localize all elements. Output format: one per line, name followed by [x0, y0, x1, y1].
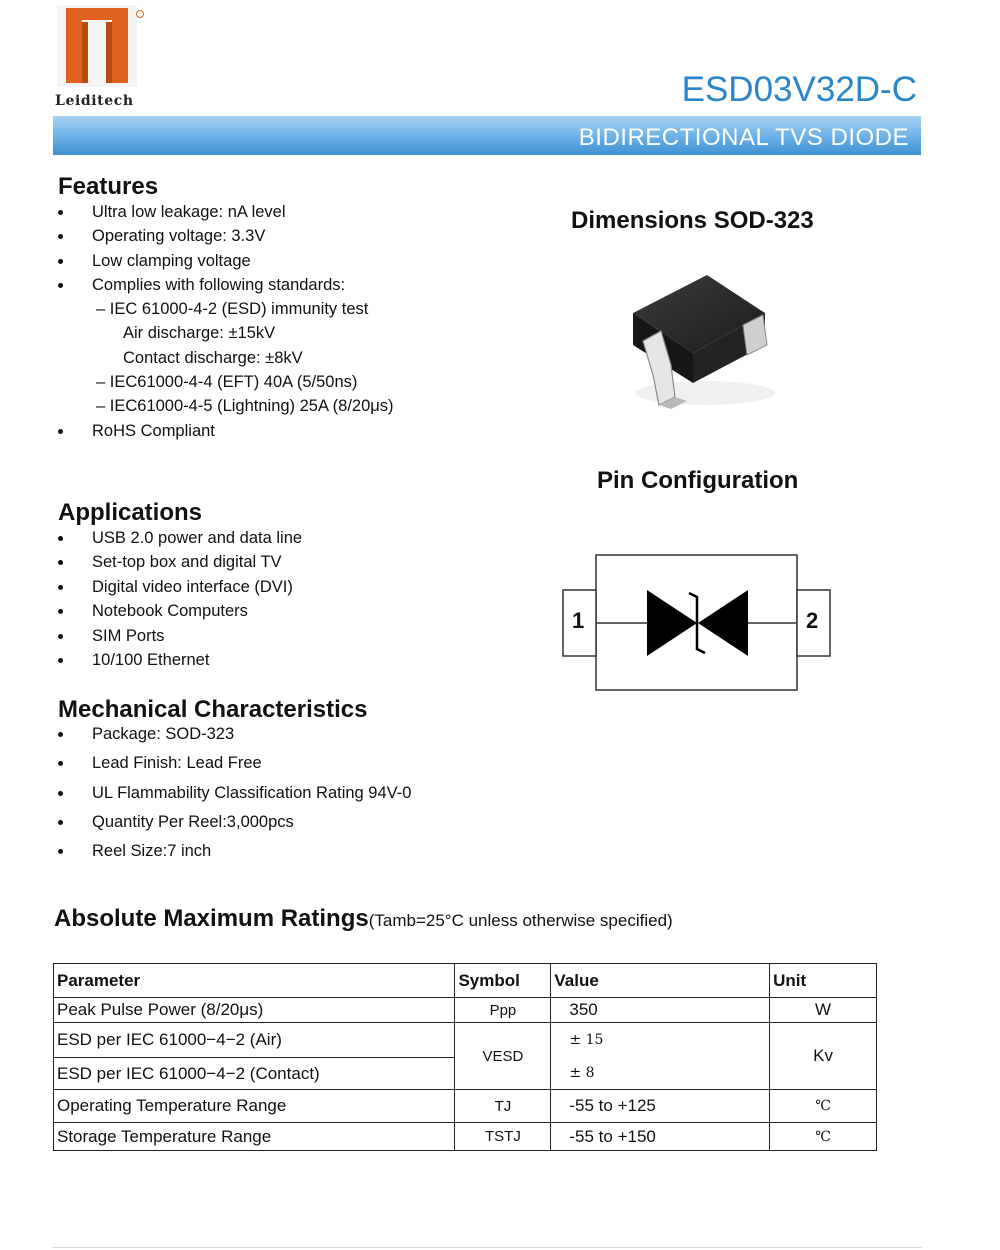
ratings-title: Absolute Maximum Ratings: [54, 905, 369, 932]
list-item: Low clamping voltage: [58, 249, 394, 273]
list-item: Notebook Computers: [58, 599, 302, 623]
list-item: Ultra low leakage: nA level: [58, 200, 394, 224]
table-row: [54, 1123, 877, 1151]
symbol-cell: TJ: [455, 1090, 551, 1123]
param-cell: Storage Temperature Range: [54, 1123, 455, 1151]
pin-config-heading: Pin Configuration: [597, 467, 799, 494]
footer-divider: [52, 1247, 922, 1248]
bidirectional-tvs-diode-icon: [560, 553, 835, 695]
list-item: USB 2.0 power and data line: [58, 526, 302, 550]
dimensions-heading: Dimensions SOD-323: [571, 207, 814, 234]
header-unit: Unit: [770, 964, 877, 998]
param-cell: ESD per IEC 61000−4−2 (Contact): [54, 1058, 455, 1090]
ratings-heading: [54, 905, 673, 933]
list-subitem: – IEC61000-4-5 (Lightning) 25A (8/20μs): [96, 397, 394, 416]
unit-cell: W: [770, 998, 877, 1023]
param-cell: ESD per IEC 61000−4−2 (Air): [54, 1023, 455, 1058]
list-subitem: Contact discharge: ±8kV: [123, 348, 303, 367]
list-item: Digital video interface (DVI): [58, 575, 302, 599]
param-cell: Operating Temperature Range: [54, 1090, 455, 1123]
list-item: Reel Size:7 inch: [58, 839, 411, 868]
logo-mark-icon: [52, 0, 147, 95]
list-item: Operating voltage: 3.3V: [58, 224, 394, 248]
ratings-table: [53, 963, 877, 1151]
sod323-package-image: [615, 265, 785, 415]
symbol-cell: TSTJ: [455, 1123, 551, 1151]
unit-cell: ℃: [770, 1090, 877, 1123]
symbol-cell: Ppp: [455, 998, 551, 1023]
applications-list: [58, 526, 302, 672]
pin-1-label: 1: [572, 608, 585, 633]
features-list: [58, 200, 394, 443]
value-cell: -55 to +125: [551, 1090, 770, 1123]
value-cell: ± 15: [551, 1023, 770, 1058]
list-subitem: – IEC 61000-4-2 (ESD) immunity test: [96, 300, 369, 319]
banner-subtitle: BIDIRECTIONAL TVS DIODE: [578, 124, 909, 151]
value-cell: -55 to +150: [551, 1123, 770, 1151]
features-heading: Features: [58, 173, 159, 200]
list-subitem: – IEC61000-4-4 (EFT) 40A (5/50ns): [96, 373, 358, 392]
applications-heading: Applications: [58, 499, 203, 526]
value-cell: ± 8: [551, 1058, 770, 1090]
mechanical-list: [58, 722, 411, 868]
list-item: SIM Ports: [58, 624, 302, 648]
list-item: Lead Finish: Lead Free: [58, 751, 411, 780]
value-cell: 350: [551, 998, 770, 1023]
part-number: ESD03V32D-C: [681, 70, 917, 109]
ratings-condition: (Tamb=25°C unless otherwise specified): [368, 911, 673, 930]
brand-name: Leiditech: [55, 93, 134, 109]
mechanical-heading: Mechanical Characteristics: [58, 696, 368, 723]
header-parameter: Parameter: [54, 964, 455, 998]
sod323-package-icon: [615, 265, 785, 415]
table-row: [54, 1090, 877, 1123]
table-header-row: [54, 964, 877, 998]
list-item: Complies with following standards:: [58, 273, 394, 297]
unit-cell: Kv: [770, 1023, 877, 1090]
header-symbol: Symbol: [455, 964, 551, 998]
list-item: 10/100 Ethernet: [58, 648, 302, 672]
list-subitem: Air discharge: ±15kV: [123, 324, 276, 343]
list-item: Set-top box and digital TV: [58, 550, 302, 574]
list-item: RoHS Compliant: [58, 419, 394, 443]
unit-cell: ℃: [770, 1123, 877, 1151]
pin-2-label: 2: [806, 608, 819, 633]
list-item: UL Flammability Classification Rating 94V-0: [58, 781, 411, 810]
table-row: [54, 1023, 877, 1058]
list-item: Package: SOD-323: [58, 722, 411, 751]
title-banner: [53, 116, 921, 155]
pin-config-diagram: [560, 553, 835, 695]
list-item: Quantity Per Reel:3,000pcs: [58, 810, 411, 839]
table-row: [54, 998, 877, 1023]
param-cell: Peak Pulse Power (8/20μs): [54, 998, 455, 1023]
symbol-cell: VESD: [455, 1023, 551, 1090]
header-value: Value: [551, 964, 770, 998]
